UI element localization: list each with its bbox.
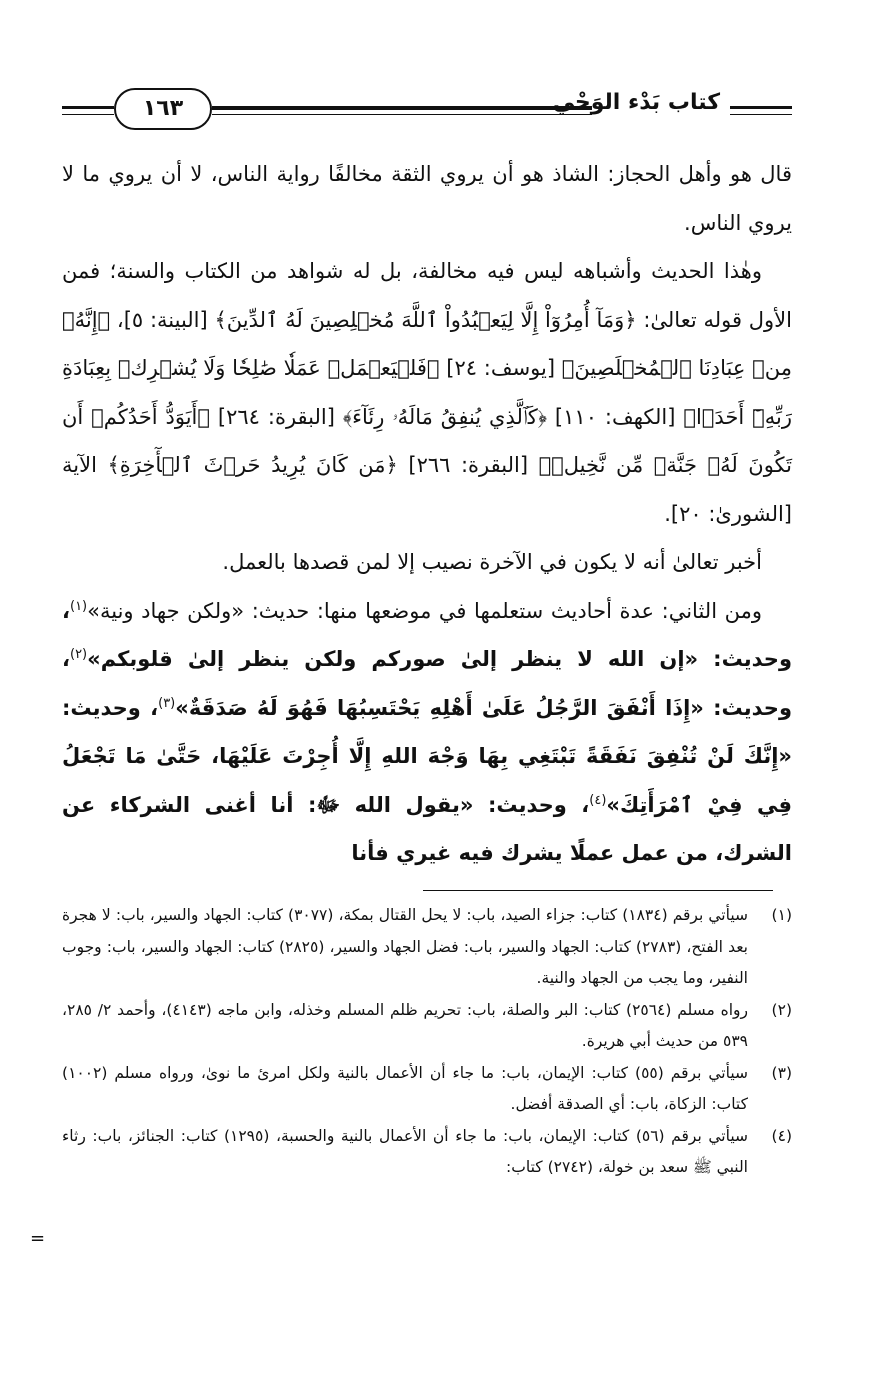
header-rule-middle bbox=[212, 106, 592, 110]
footnote-text: سيأتي برقم (٥٦) كتاب: الإيمان، باب: ما جاء أن الأعمال بالنية والحسبة، (١٢٩٥) كتاب: الجنائز، باب: رثاء النبي ﷺ سعد بن خولة، (٢٧٤٢) كتاب: bbox=[62, 1126, 748, 1176]
footnote-number: (٣) bbox=[771, 1063, 792, 1082]
footnote-1 bbox=[62, 900, 792, 995]
footnotes bbox=[62, 900, 792, 1184]
hadith-2: ، وحديث: «إن الله لا ينظر إلىٰ صوركم ولكن ينظر إلىٰ قلوبكم» bbox=[62, 598, 792, 671]
footnote-ref-3: (٣) bbox=[158, 695, 176, 711]
footnote-number: (١) bbox=[771, 906, 792, 924]
hadith-4: ، وحديث: «إِنَّكَ لَنْ تُنْفِقَ نَفَقَةً تَبْتَغِي بِهَا وَجْهَ اللهِ إِلَّا أُجِرْتَ عَلَيْهَا، حَتَّىٰ مَا تَجْعَلُ فِي فِيْ ٱمْرَأَتِكَ» bbox=[62, 695, 792, 817]
paragraph-2: وهٰذا الحديث وأشباهه ليس فيه مخالفة، بل له شواهد من الكتاب والسنة؛ فمن الأول قوله تعالىٰ: ﴿وَمَآ أُمِرُوٓاْ إِلَّا لِيَعۡبُدُواْ ٱللَّهَ مُخۡلِصِينَ لَهُ ٱلدِّينَ﴾ [البينة: ٥]، ﴿إِنَّهُۥ مِنۡ عِبَادِنَا ٱلۡمُخۡلَصِينَ﴾ [يوسف: ٢٤] ﴿فَلۡيَعۡمَلۡ عَمَلٗا صَٰلِحٗا وَلَا يُشۡرِكۡ بِعِبَادَةِ رَبِّهِۦٓ أَحَدَۢا﴾ [الكهف: ١١٠] ﴿كَٱلَّذِي يُنفِقُ مَالَهُۥ رِئَآءَ﴾ [البقرة: ٢٦٤] ﴿أَيَوَدُّ أَحَدُكُمۡ أَن تَكُونَ لَهُۥ جَنَّةٞ مِّن نَّخِيلٖ﴾ [البقرة: ٢٦٦] ﴿مَن كَانَ يُرِيدُ حَرۡثَ ٱلۡأٓخِرَةِ﴾ الآية [الشورىٰ: ٢٠]. bbox=[62, 259, 792, 526]
footnote-ref-4: (٤) bbox=[589, 792, 607, 808]
footnote-text: رواه مسلم (٢٥٦٤) كتاب: البر والصلة، باب: تحريم ظلم المسلم وخذله، وابن ماجه (٤١٤٣)، وأحمد ٢/ ٢٨٥، ٥٣٩ من حديث أبي هريرة. bbox=[62, 1000, 748, 1050]
page-number: ١٦٣ bbox=[114, 88, 212, 130]
main-text bbox=[62, 150, 792, 878]
paragraph-4-intro: ومن الثاني: عدة أحاديث ستعلمها في موضعها منها: حديث: «ولكن جهاد ونية» bbox=[87, 598, 762, 623]
footnote-text: سيأتي برقم (٥٥) كتاب: الإيمان، باب: ما جاء أن الأعمال بالنية ولكل امرئ ما نوىٰ، ورواه مسلم (١٠٠٢) كتاب: الزكاة، باب: أي الصدقة أفضل. bbox=[62, 1063, 748, 1113]
footnote-text: سيأتي برقم (١٨٣٤) كتاب: جزاء الصيد، باب: لا يحل القتال بمكة، (٣٠٧٧) كتاب: الجهاد والسير، باب: لا هجرة بعد الفتح، (٢٧٨٣) كتاب: الجهاد والسير، باب: فضل الجهاد والسير، (٢٨٢٥) كتاب: الجهاد والسير، باب: وجوب النفير، وما يجب من الجهاد والنية. bbox=[62, 906, 748, 987]
footnote-ref-2: (٢) bbox=[69, 647, 88, 662]
header-rule-left-thin bbox=[62, 114, 114, 115]
footnote-number: (٤) bbox=[771, 1126, 792, 1145]
page-header bbox=[62, 86, 792, 132]
header-rule-right bbox=[730, 106, 792, 109]
continuation-mark: = bbox=[30, 1228, 46, 1249]
footnote-ref-1: (١) bbox=[69, 598, 88, 614]
paragraph-3: أخبر تعالىٰ أنه لا يكون في الآخرة نصيب إلا لمن قصدها بالعمل. bbox=[222, 550, 762, 574]
paragraph-4 bbox=[62, 587, 792, 878]
header-rule-middle-thin bbox=[212, 114, 592, 115]
footnote-2 bbox=[62, 995, 792, 1058]
header-rule-right-thin bbox=[730, 114, 792, 115]
chapter-title: كتاب بَدْء الوَحْي bbox=[552, 90, 720, 115]
footnote-3 bbox=[62, 1058, 792, 1121]
footnote-number: (٢) bbox=[771, 1000, 792, 1019]
footnote-4 bbox=[62, 1121, 792, 1184]
paragraph-1: قال هو وأهل الحجاز: الشاذ هو أن يروي الثقة مخالفًا رواية الناس، لا أن يروي ما لا يروي الناس. bbox=[62, 162, 792, 235]
footnote-separator bbox=[423, 890, 773, 891]
header-rule-left bbox=[62, 106, 114, 109]
hadith-3: ، وحديث: «إِذَا أَنْفَقَ الرَّجُلُ عَلَىٰ أَهْلِهِ يَحْتَسِبُهَا فَهُوَ لَهُ صَدَقَةٌ» bbox=[62, 647, 792, 720]
hadith-5: ، وحديث: «يقول الله ﷻ: أنا أغنى الشركاء عن الشرك، من عمل عملًا يشرك فيه غيري فأنا bbox=[62, 792, 792, 865]
